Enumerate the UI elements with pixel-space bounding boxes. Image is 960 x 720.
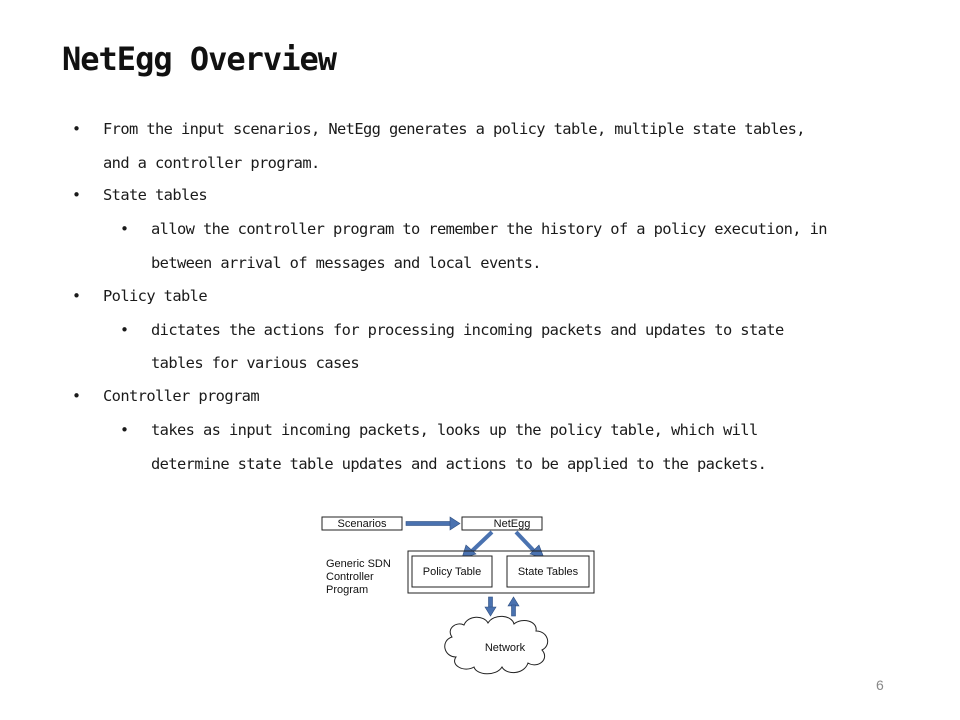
sub-bullet-marker: • (120, 321, 130, 339)
architecture-diagram (300, 505, 600, 690)
arrow-down-right-icon (516, 532, 544, 558)
sub-bullet-line: between arrival of messages and local events. (151, 254, 541, 272)
scenarios-label: Scenarios (337, 518, 387, 530)
bullet-marker: • (72, 287, 82, 305)
sub-bullet-marker: • (120, 421, 130, 439)
sub-bullet-marker: • (120, 220, 130, 238)
controller-label-line: Generic SDN (326, 558, 391, 570)
bullet-line: From the input scenarios, NetEgg generates a policy table, multiple state tables, (103, 120, 805, 138)
bullet-line: and a controller program. (103, 154, 320, 172)
network-label: Network (484, 642, 526, 654)
bullet-marker: • (72, 387, 82, 405)
controller-label-line: Controller (326, 571, 374, 583)
netegg-label: NetEgg (493, 518, 531, 530)
state-tables-label: State Tables (517, 566, 579, 578)
bullet-marker: • (72, 186, 82, 204)
bullet-line: State tables (103, 186, 207, 204)
sub-bullet-line: determine state table updates and actions to be applied to the packets. (151, 455, 767, 473)
bullet-line: Policy table (103, 287, 207, 305)
arrow-down-left-icon (462, 532, 492, 558)
slide-title: NetEgg Overview (62, 40, 336, 78)
arrow-right-icon (406, 517, 460, 530)
sub-bullet-line: tables for various cases (151, 354, 359, 372)
sub-bullet-line: takes as input incoming packets, looks up the policy table, which will (151, 421, 758, 439)
bullet-marker: • (72, 120, 82, 138)
sub-bullet-line: allow the controller program to remember the history of a policy execution, in (151, 220, 827, 238)
policy-table-label: Policy Table (422, 566, 482, 578)
sub-bullet-line: dictates the actions for processing incoming packets and updates to state (151, 321, 784, 339)
arrow-down-icon (485, 597, 496, 616)
page-number: 6 (876, 677, 884, 693)
controller-label-line: Program (326, 584, 369, 596)
bullet-line: Controller program (103, 387, 259, 405)
arrow-up-icon (508, 597, 519, 616)
